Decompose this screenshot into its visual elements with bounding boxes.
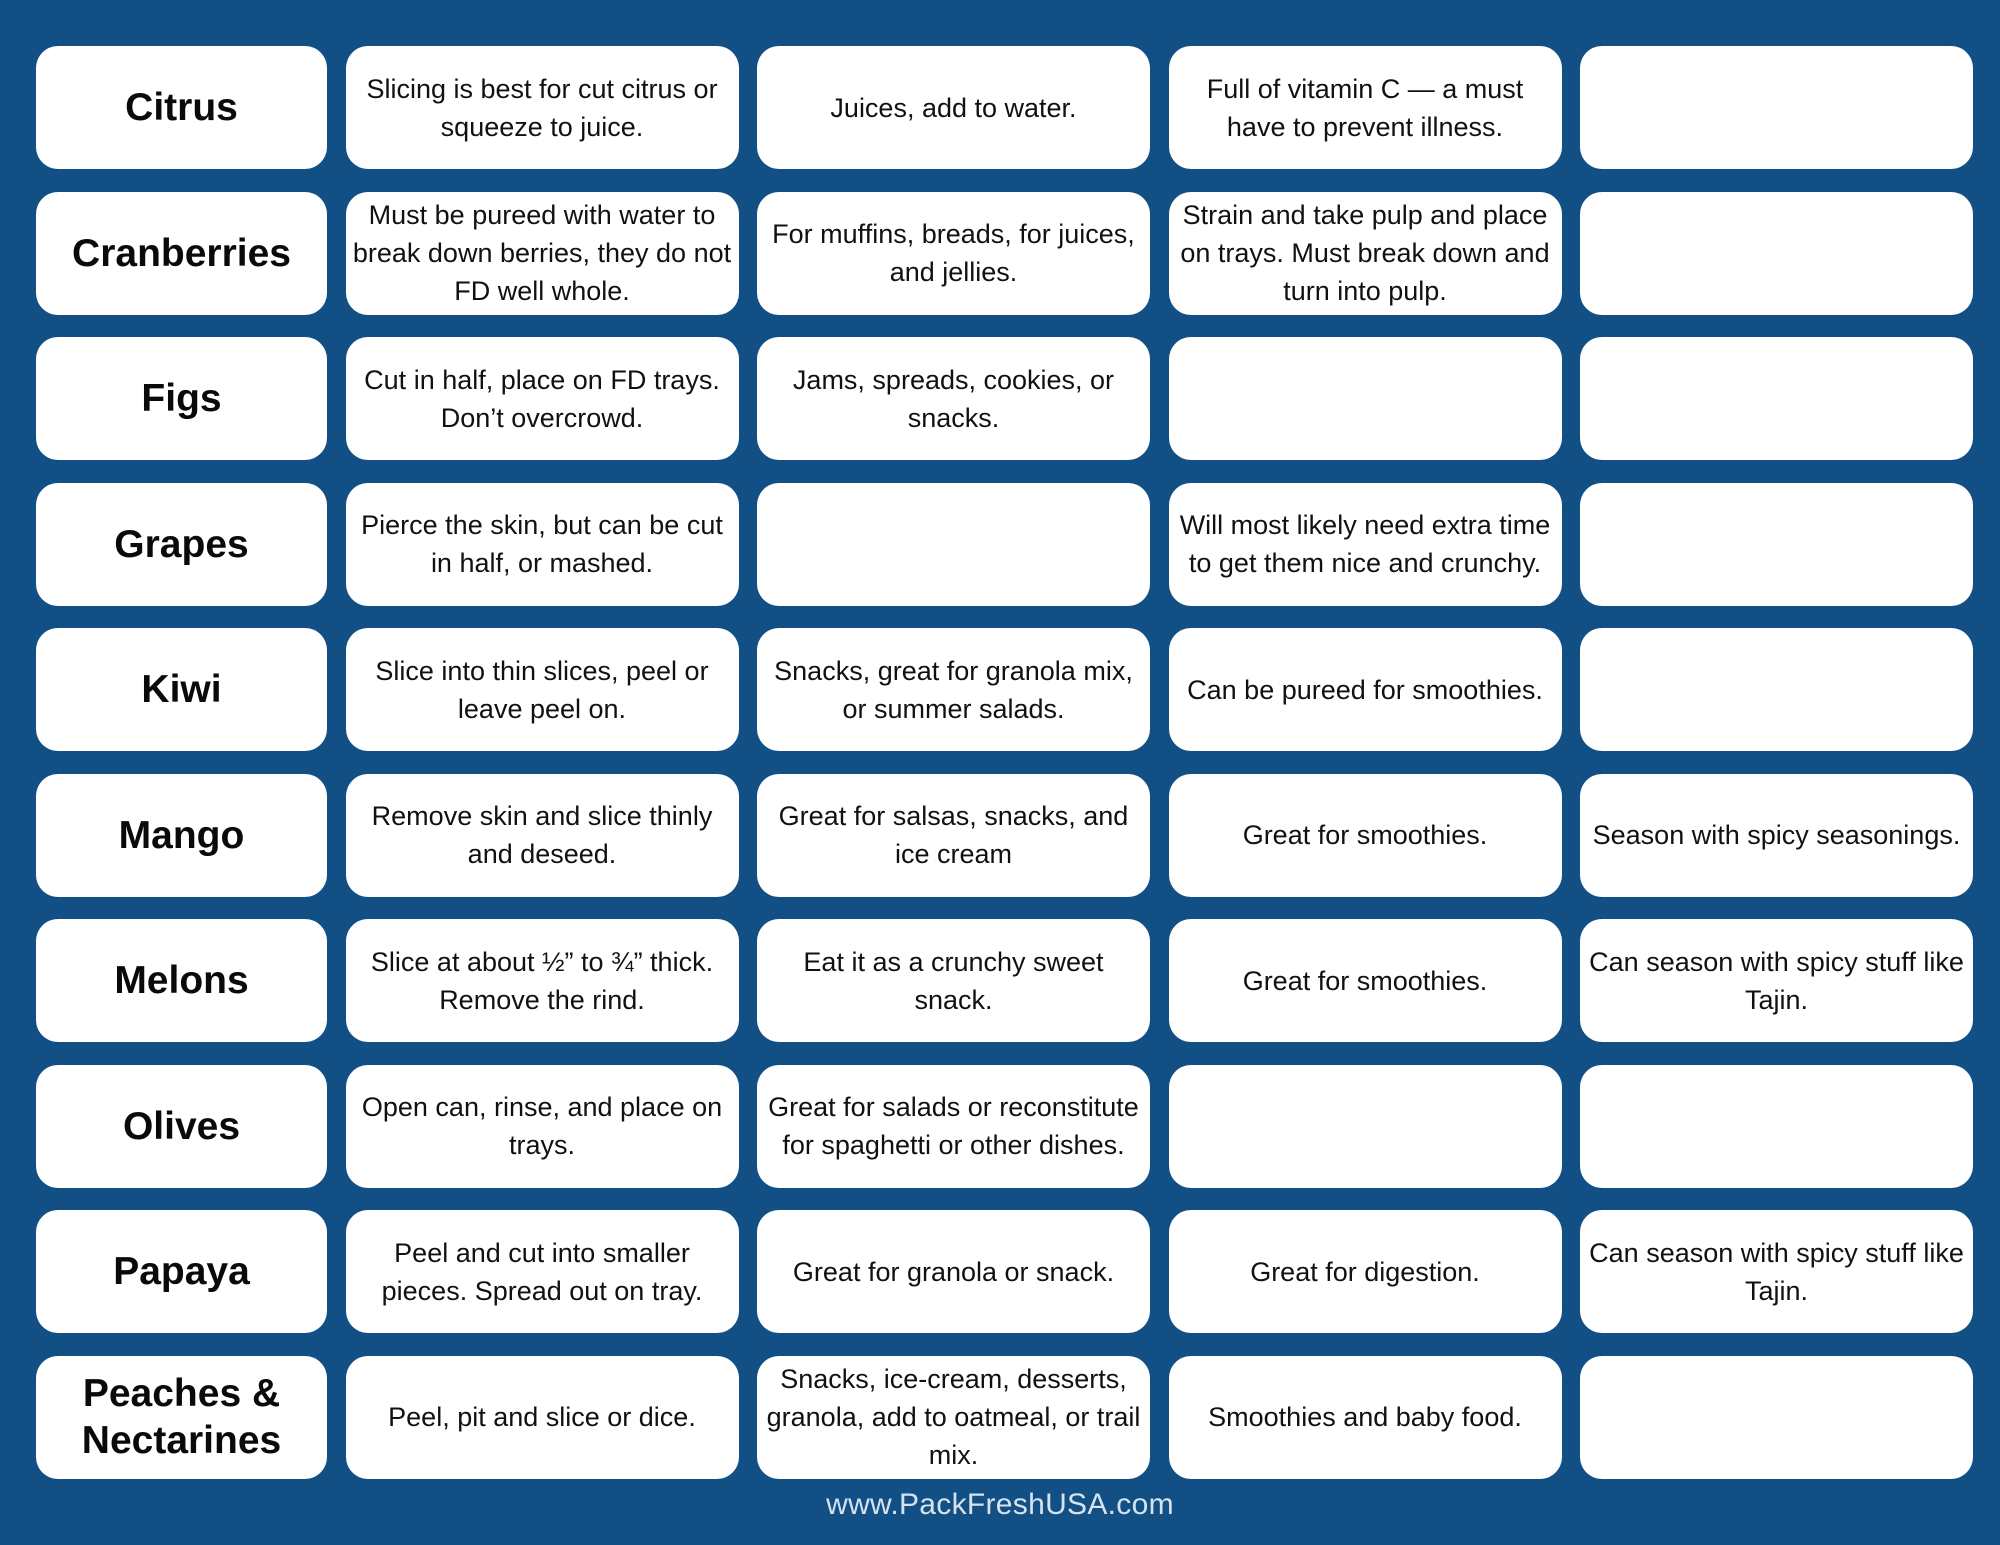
extra-cell: Season with spicy seasonings.: [1580, 774, 1973, 897]
fruit-name-cell: Olives: [36, 1065, 327, 1188]
uses-cell: Eat it as a crunchy sweet snack.: [757, 919, 1150, 1042]
uses-cell: Juices, add to water.: [757, 46, 1150, 169]
fruit-name-cell: Mango: [36, 774, 327, 897]
prep-cell: Pierce the skin, but can be cut in half, or mashed.: [346, 483, 739, 606]
uses-cell: Jams, spreads, cookies, or snacks.: [757, 337, 1150, 460]
extra-cell: [1580, 46, 1973, 169]
fruit-name-cell: Citrus: [36, 46, 327, 169]
fruit-table: [36, 46, 1974, 1479]
notes-cell: Great for smoothies.: [1169, 919, 1562, 1042]
extra-cell: [1580, 628, 1973, 751]
prep-cell: Peel and cut into smaller pieces. Spread out on tray.: [346, 1210, 739, 1333]
prep-cell: Remove skin and slice thinly and deseed.: [346, 774, 739, 897]
prep-cell: Peel, pit and slice or dice.: [346, 1356, 739, 1479]
uses-cell: Great for salsas, snacks, and ice cream: [757, 774, 1150, 897]
uses-cell: [757, 483, 1150, 606]
notes-cell: Great for smoothies.: [1169, 774, 1562, 897]
fruit-name-cell: Figs: [36, 337, 327, 460]
extra-cell: [1580, 337, 1973, 460]
prep-cell: Must be pureed with water to break down berries, they do not FD well whole.: [346, 192, 739, 315]
footer-url: www.PackFreshUSA.com: [826, 1488, 1174, 1521]
extra-cell: [1580, 1065, 1973, 1188]
extra-cell: [1580, 192, 1973, 315]
notes-cell: Great for digestion.: [1169, 1210, 1562, 1333]
notes-cell: Will most likely need extra time to get them nice and crunchy.: [1169, 483, 1562, 606]
uses-cell: Snacks, ice-cream, desserts, granola, add to oatmeal, or trail mix.: [757, 1356, 1150, 1479]
fruit-name-cell: Melons: [36, 919, 327, 1042]
prep-cell: Slice at about ½” to ¾” thick. Remove the rind.: [346, 919, 739, 1042]
fruit-name-cell: Papaya: [36, 1210, 327, 1333]
notes-cell: Strain and take pulp and place on trays. Must break down and turn into pulp.: [1169, 192, 1562, 315]
prep-cell: Slicing is best for cut citrus or squeeze to juice.: [346, 46, 739, 169]
notes-cell: [1169, 1065, 1562, 1188]
extra-cell: [1580, 483, 1973, 606]
notes-cell: Can be pureed for smoothies.: [1169, 628, 1562, 751]
fruit-name-cell: Grapes: [36, 483, 327, 606]
prep-cell: Cut in half, place on FD trays. Don’t overcrowd.: [346, 337, 739, 460]
uses-cell: For muffins, breads, for juices, and jellies.: [757, 192, 1150, 315]
prep-cell: Open can, rinse, and place on trays.: [346, 1065, 739, 1188]
prep-cell: Slice into thin slices, peel or leave peel on.: [346, 628, 739, 751]
notes-cell: Smoothies and baby food.: [1169, 1356, 1562, 1479]
fruit-name-cell: Cranberries: [36, 192, 327, 315]
fruit-name-cell: Kiwi: [36, 628, 327, 751]
extra-cell: Can season with spicy stuff like Tajin.: [1580, 1210, 1973, 1333]
notes-cell: [1169, 337, 1562, 460]
uses-cell: Great for salads or reconstitute for spaghetti or other dishes.: [757, 1065, 1150, 1188]
fruit-name-cell: Peaches & Nectarines: [36, 1356, 327, 1479]
extra-cell: Can season with spicy stuff like Tajin.: [1580, 919, 1973, 1042]
uses-cell: Snacks, great for granola mix, or summer salads.: [757, 628, 1150, 751]
uses-cell: Great for granola or snack.: [757, 1210, 1150, 1333]
notes-cell: Full of vitamin C — a must have to prevent illness.: [1169, 46, 1562, 169]
extra-cell: [1580, 1356, 1973, 1479]
